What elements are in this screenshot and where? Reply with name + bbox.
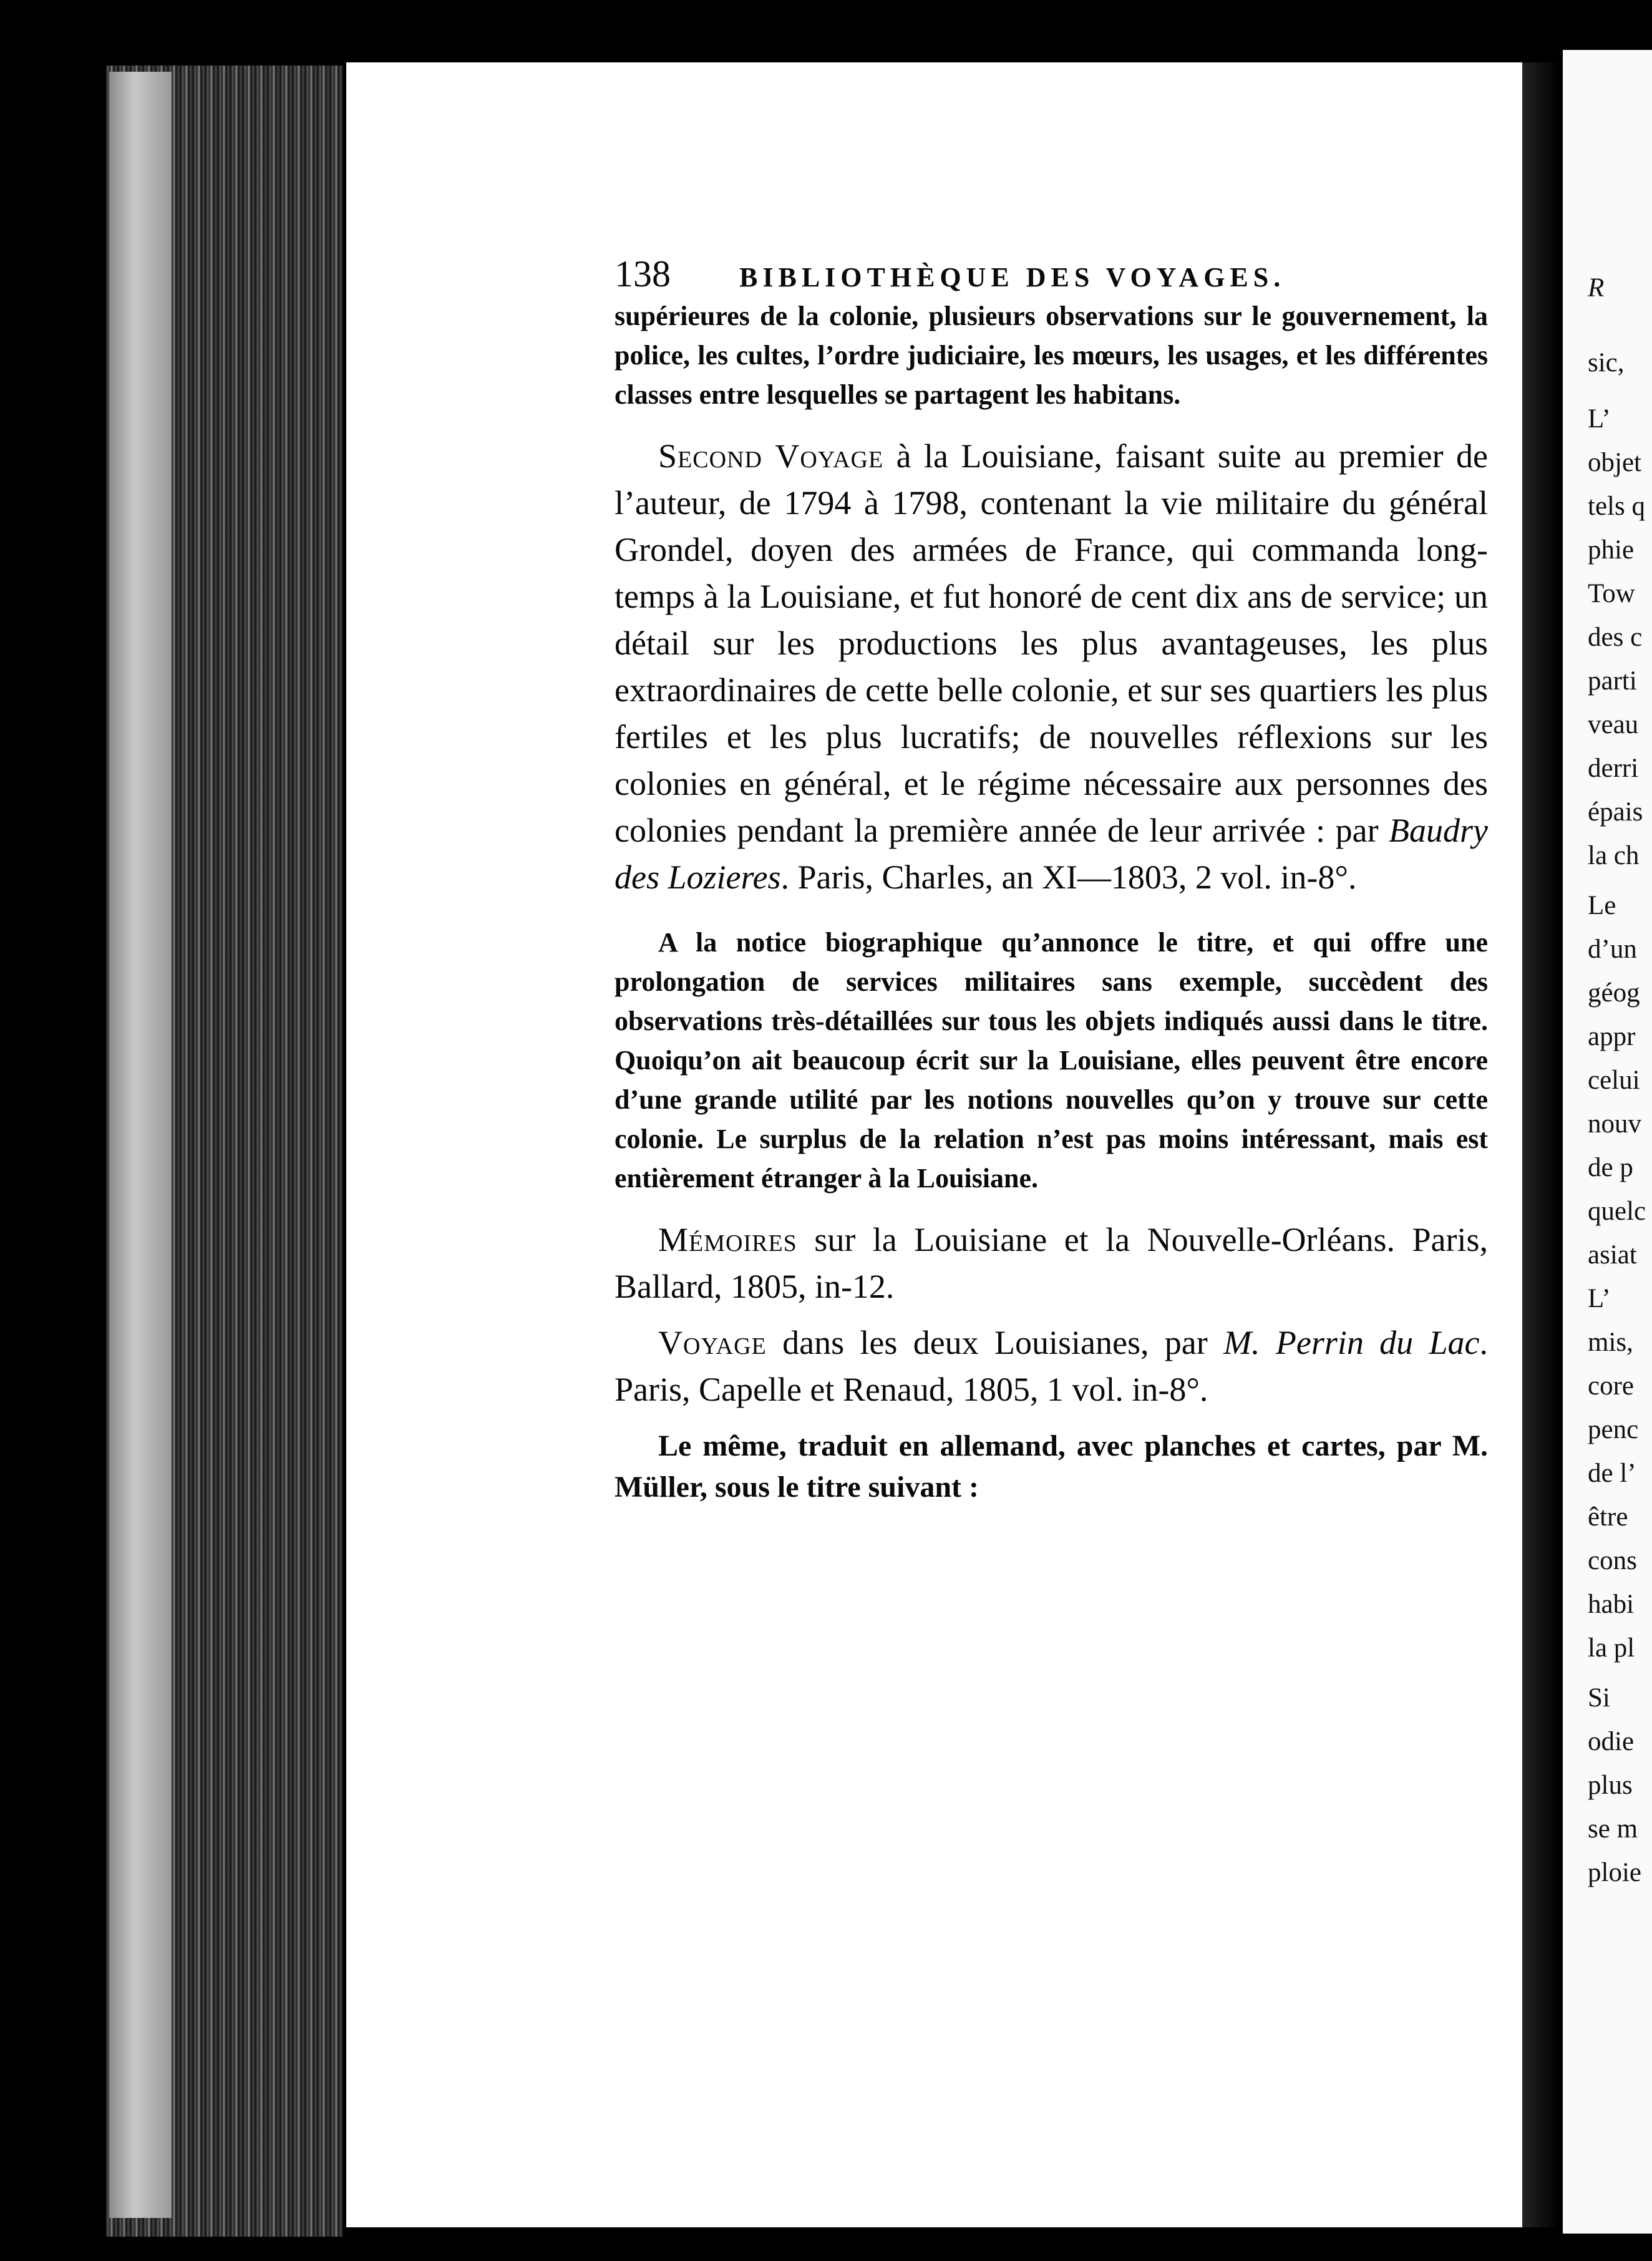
entry-head: Mémoires (658, 1221, 797, 1258)
facing-page-line: odie (1588, 1727, 1635, 1756)
facing-page-line: asiat (1588, 1240, 1637, 1270)
page-number: 138 (615, 253, 671, 294)
facing-page-line: sic, (1588, 348, 1625, 377)
entry-imprint: . Paris, Charles, an XI—1803, 2 vol. in-8°. (780, 858, 1357, 896)
entry-voyage-deux-louisianes (615, 1320, 1488, 1413)
entry-translation: Le même, traduit en allemand, avec planches et cartes, par M. Müller, sous le titre suivant : (615, 1429, 1488, 1504)
book-gutter (1522, 62, 1560, 2227)
facing-page-line: quelc (1588, 1197, 1646, 1226)
facing-page-line: mis, (1588, 1328, 1633, 1357)
entry-memoires (615, 1217, 1488, 1310)
facing-page-line: celui (1588, 1066, 1640, 1095)
facing-page-line: Si (1588, 1683, 1610, 1713)
running-head: BIBLIOTHÈQUE DES VOYAGES. (739, 262, 1286, 293)
entry-second-voyage (615, 433, 1488, 901)
facing-page-line: penc (1588, 1415, 1639, 1444)
entry-body: sur la Louisiane et la Nouvelle-Orléans. Paris, Ballard, 1805, in-12. (615, 1221, 1488, 1305)
entry-body: à la Louisiane, faisant suite au premier de l’auteur, de 1794 à 1798, contenant la vie militaire du général Grondel, doyen des armées de France, qui commanda long-temps à la Louisiane, et fut honoré de cent dix ans de service; un détail sur les productions les plus avantageuses, les plus extraordinaires de cette belle colonie, et sur ses quartiers les plus fertiles et les plus lucratifs; de nouvelles réflexions sur les colonies en général, et le régime nécessaire aux personnes des colonies pendant la première année de leur arrivée : par (615, 437, 1488, 849)
facing-page-line: être (1588, 1502, 1628, 1532)
facing-page-line: de p (1588, 1153, 1633, 1182)
facing-page-line: nouv (1588, 1109, 1641, 1139)
facing-page-line: core (1588, 1371, 1634, 1401)
book-fore-edge-highlight (109, 72, 172, 2218)
facing-page-line: phie (1588, 535, 1635, 565)
facing-page-line: géog (1588, 978, 1640, 1008)
facing-page-line: appr (1588, 1022, 1636, 1051)
facing-page-line: épais (1588, 797, 1643, 827)
facing-page-line: d’un (1588, 935, 1637, 964)
entry-note: A la notice biographique qu’annonce le titre, et qui offre une prolongation de services militaires sans exemple, succèdent des observations très-détaillées sur tous les objets indiqués aussi dans le titre. Quoiqu’on ait beaucoup écrit sur la Louisiane, elles peuvent être encore d’une grande utilité par les notions nouvelles qu’on y trouve sur cette colonie. Le surplus de la relation n’est pas moins intéressant, mais est entièrement étranger à la Louisiane. (615, 927, 1488, 1194)
facing-page-line: R (1588, 273, 1605, 303)
facing-page-line: Tow (1588, 579, 1635, 608)
facing-page-line: la ch (1588, 841, 1640, 870)
facing-page (1563, 50, 1652, 2234)
entry-body: dans les deux Louisianes, par (766, 1324, 1224, 1361)
paragraph-continuation: supérieures de la colonie, plusieurs observations sur le gouvernement, la police, les cultes, l’ordre judiciaire, les mœurs, les usages, et les différentes classes entre lesquelles se partagent les habitans. (615, 301, 1488, 410)
entry-head: Voyage (658, 1324, 767, 1361)
facing-page-line: parti (1588, 666, 1637, 696)
entry-head: Second Voyage (658, 437, 884, 475)
facing-page-line: ploie (1588, 1858, 1641, 1887)
facing-page-line: des c (1588, 623, 1643, 652)
facing-page-line: tels q (1588, 492, 1645, 521)
facing-page-line: cons (1588, 1546, 1637, 1575)
facing-page-line: L’ (1588, 404, 1611, 434)
facing-page-line: de l’ (1588, 1459, 1636, 1488)
facing-page-line: objet (1588, 448, 1641, 477)
facing-page-line: plus (1588, 1771, 1633, 1800)
facing-page-line: se m (1588, 1814, 1638, 1844)
facing-page-line: veau (1588, 710, 1639, 739)
facing-page-line: derri (1588, 754, 1639, 783)
facing-page-line: L’ (1588, 1284, 1611, 1313)
entry-imprint: . Paris, Capelle et Renaud, 1805, 1 vol. in-8°. (615, 1324, 1488, 1408)
facing-page-line: Le (1588, 891, 1616, 920)
page-header (615, 253, 1488, 296)
facing-page-line: habi (1588, 1590, 1635, 1619)
entry-author: Baudry des Lozieres (615, 812, 1488, 896)
entry-author: M. Perrin du Lac (1223, 1324, 1480, 1361)
page-text (615, 253, 1488, 1508)
facing-page-line: la pl (1588, 1633, 1635, 1663)
